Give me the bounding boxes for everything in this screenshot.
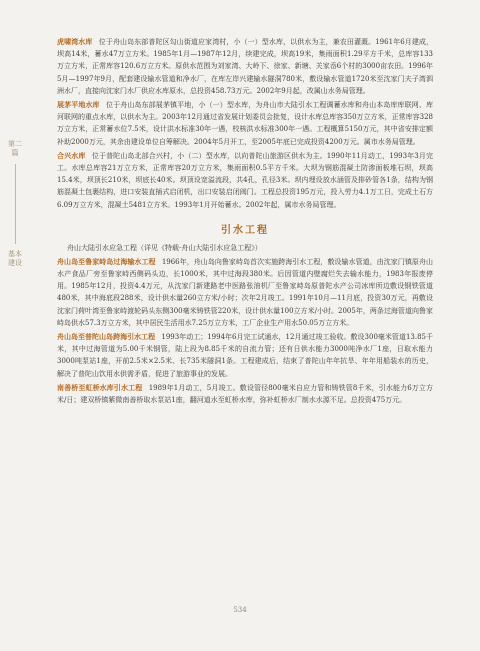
side-margin-label xyxy=(8,140,22,268)
reservoir-text: 位于舟山岛东部普陀区勾山街道应家湾村，小（一）型水库，以供水为主，兼农田灌溉。1961年6月建成，坝高14米，蓄水47万立方米。1985年1月—1987年12月，续建完成，坝高19米，集雨面积1.29平方千米，总库容133万立方米，正常库容120.6万立方米。原供水范围为刘家湾、大岭下、徐家、新塘、关家岙6个村的3000亩农田。1996年5月—1997年9月，配套建设输水管道和净水厂，在库左岸兴建输水隧洞780米，敷设输水管道1720米至沈家门夫子湾泗洲水厂，直接向沈家门水厂供应水库原水，总投资458.73万元。2002年9月起，改属山水务局管理。 xyxy=(57,38,434,95)
project-title: 南善桥至虹桥水库引水工程 xyxy=(57,382,143,392)
project-entry xyxy=(57,256,433,329)
project-title: 舟山岛至普陀山岛跨海引水工程 xyxy=(57,332,156,342)
page-number: 534 xyxy=(233,606,247,614)
project-text: 1966年，舟山岛向鲁家峙岛首次实施跨海引水工程，敷设输水管道，由沈家门镇原舟山水产食品厂旁至鲁家峙西侧码头边，长1000米，其中过海段380米。后因管道内壁腐烂失去输水能力，1983年报废停用。1985年12月，投资4.4万元，从沈家门新建路老中医路张油机厂至鲁家峙岛原普陀水产公司冰库所边敷设钢铁管道480米，其中海底段288米，设计供水量260立方米/小时；次年2月竣工。1991年10月—11月底，投资30万元，再敷设沈家门荷叶湾至鲁家峙渡轮码头东侧300毫米铸铁管220米，设计供水量100立方米/小时。2005年，两条过海管道向鲁家峙岛供水57.3万立方米，其中居民生活用水7.25万立方米，工厂企业生产用水50.05万立方米。 xyxy=(57,257,433,327)
part-name-label: 基本建设 xyxy=(8,250,22,267)
section-title: 引水工程 xyxy=(221,224,269,236)
project-entry xyxy=(57,331,433,380)
reservoir-title: 合兴水库 xyxy=(57,150,86,160)
reservoir-title: 展茅平地水库 xyxy=(57,100,100,110)
project-text: 1993年动工；1994年6月完工试通水，12月通过竣工验收。敷设300毫米管道13.85千米，其中过海管道为5.00千米钢管，陆上段为8.85千米的自流力管；还有日供水能力3000吨净水厂1座，日取水能力3000吨泵站1座，开前2.5米×2.5米、长735米隧洞1条。工程建成后，结束了普陀山年年抗旱、年年用船装水的历史，解决了普陀山饮用水供需矛盾，促进了旅游事业的发展。 xyxy=(57,333,434,378)
part-label: 第二篇 xyxy=(8,140,22,157)
project-title: 舟山岛至鲁家峙岛过海输水工程 xyxy=(57,256,156,266)
main-content xyxy=(57,36,433,408)
project-entry xyxy=(57,382,433,406)
reservoir-entry xyxy=(57,150,433,211)
reservoir-text: 位于舟山岛东部展茅镇平地，小（一）型水库，为舟山市大陆引水工程调蓄水库和舟山本岛库库联网、库河联网的重点水库，以供水为主。2003年12月通过省发展计划委员会批复，设计水库总库容350万立方米，正常库容328万立方米，正常蓄水位7.5米，设计洪水标准30年一遇，校核洪水标准300年一遇。工程概算5150万元，其中省安排定额补助2000万元，其余由建设单位自筹解决。2004年5月开工，至2005年底已完成投资4200万元。属市水务局管理。 xyxy=(57,101,434,146)
reservoir-entry xyxy=(57,99,433,148)
project-text: 1989年1月动工，5月竣工。敷设管径800毫米自应力管和铸铁管8千米，引水能力6万立方米/日；建双桥镇紫微南善桥取水泵站1座，翻河道水至虹桥水库，弥补虹桥水厂制水水源不足。总投资475万元。 xyxy=(57,383,433,405)
section-subtitle: 舟山大陆引水应急工程（详见《特载·舟山大陆引水应急工程》） xyxy=(67,243,262,252)
reservoir-title: 虎啸湾水库 xyxy=(57,37,93,46)
margin-rule xyxy=(15,164,16,244)
reservoir-entry xyxy=(57,36,433,97)
reservoir-text: 位于普陀山岛北部合兴村，小（二）型水库，以向普陀山旅游区供水为主。1990年11月动工，1993年3月完工。水库总库容21万立方米，正常库容20万立方米，集雨面积0.5平方千米。大坝为钢筋混凝土防渗面板堆石坝，坝高15.4米，坝顶长210米，坝底长40米。坝顶设宽溢流段，共4孔，孔径3米。坝内埋设放水涵管及排砂管各1条，结构为钢筋混凝土包裹结构，进口安装直插式启闭机，出口安装启闭阀门。工程总投资195万元，投入劳力4.1万工日，完成土石方6.09万立方米，混凝土5481立方米。1993年1月开始蓄水。2002年起，属市水务局管理。 xyxy=(57,151,433,209)
